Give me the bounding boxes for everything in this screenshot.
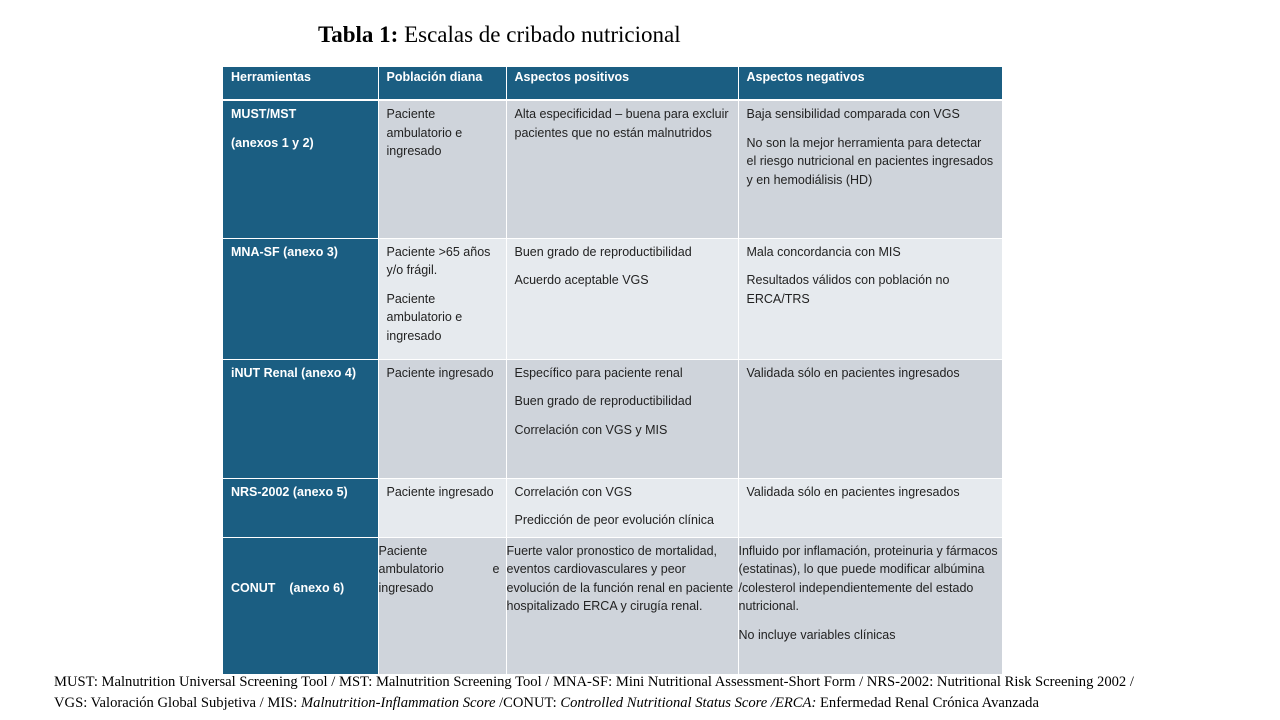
population-cell: [378, 478, 506, 537]
negative-cell: [738, 359, 1002, 478]
positive-text: Alta especificidad – buena para excluir pacientes que no están malnutridos: [514, 107, 729, 140]
column-header-negative: Aspectos negativos: [738, 67, 1002, 100]
population-text: ingresado: [378, 580, 434, 595]
population-cell: [378, 359, 506, 478]
footnote-italic: Controlled Nutritional Status Score /ERCA:: [560, 695, 817, 711]
positive-text: Predicción de peor evolución clínica: [514, 513, 714, 527]
tool-name: MUST/MST: [231, 107, 297, 121]
tool-cell: [223, 238, 378, 359]
positive-text: Correlación con VGS y MIS: [514, 422, 668, 437]
table-title: [318, 22, 681, 48]
footnote-text: /CONUT:: [495, 695, 561, 711]
positive-text: Específico para paciente renal: [514, 365, 683, 380]
population-text: Paciente: [378, 543, 428, 558]
positive-cell: [506, 359, 738, 478]
positive-cell: [506, 238, 738, 359]
table-header-row: [223, 67, 1002, 100]
tool-cell: [223, 537, 378, 674]
population-cell: [378, 100, 506, 238]
population-text: Paciente ingresado: [386, 365, 494, 380]
positive-text: Correlación con VGS: [514, 484, 632, 499]
table-row: [223, 100, 1002, 238]
table-row: [223, 238, 1002, 359]
population-cell: [378, 537, 506, 674]
negative-text: No son la mejor herramienta para detectar el riesgo nutricional en pacientes ingresados y en hemodiálisis (HD): [746, 135, 994, 187]
tool-cell: [223, 100, 378, 238]
table-row: [223, 537, 1002, 674]
tool-name: MNA-SF (anexo 3): [231, 244, 338, 259]
column-header-tools: Herramientas: [223, 67, 378, 100]
negative-cell: [738, 100, 1002, 238]
table-title-label: Tabla 1:: [318, 22, 399, 47]
tool-name: iNUT Renal (anexo 4): [231, 365, 357, 380]
tool-cell: [223, 478, 378, 537]
population-text: ambulatorio: [378, 562, 444, 576]
population-cell: [378, 238, 506, 359]
negative-text: Validada sólo en pacientes ingresados: [746, 365, 960, 380]
table-title-text: Escalas de cribado nutricional: [404, 22, 681, 47]
tool-name: CONUT (anexo 6): [231, 580, 345, 595]
negative-text: Validada sólo en pacientes ingresados: [746, 484, 960, 499]
positive-cell: [506, 478, 738, 537]
footnote-text: Enfermedad Renal Crónica Avanzada: [816, 695, 1039, 711]
negative-text: Influido por inflamación, proteinuria y fármacos (estatinas), lo que puede modificar albúmina /colesterol independientemente del estado nutricional.: [738, 543, 998, 613]
population-text: Paciente >65 años y/o frágil.: [386, 244, 491, 277]
abbreviations-footnote: [54, 672, 1254, 714]
footnote-italic: Malnutrition-Inflammation Score: [301, 695, 496, 711]
population-text: Paciente ingresado: [386, 484, 494, 499]
population-text: e: [492, 562, 500, 576]
positive-cell: [506, 537, 738, 674]
positive-text: Buen grado de reproductibilidad: [514, 394, 692, 408]
screening-table: [223, 67, 1003, 675]
positive-text: Buen grado de reproductibilidad: [514, 244, 692, 259]
footnote-text: VGS: Valoración Global Subjetiva / MIS:: [54, 695, 301, 711]
negative-text: No incluye variables clínicas: [738, 627, 896, 642]
tool-name: NRS-2002 (anexo 5): [231, 484, 348, 499]
population-text: Paciente ambulatorio e ingresado: [386, 291, 463, 343]
positive-text: Fuerte valor pronostico de mortalidad, eventos cardiovasculares y peor evolución de la función renal en paciente hospitalizado ERCA y cirugía renal.: [506, 543, 734, 613]
column-header-population: Población diana: [378, 67, 506, 100]
negative-text: Mala concordancia con MIS: [746, 244, 901, 259]
negative-cell: [738, 238, 1002, 359]
table-row: [223, 359, 1002, 478]
negative-text: Resultados válidos con población no ERCA/TRS: [746, 273, 950, 306]
tool-annex: (anexos 1 y 2): [231, 135, 314, 150]
negative-cell: [738, 537, 1002, 674]
positive-text: Acuerdo aceptable VGS: [514, 273, 649, 287]
population-justified-line: [379, 560, 506, 579]
positive-cell: [506, 100, 738, 238]
table-row: [223, 478, 1002, 537]
negative-text: Baja sensibilidad comparada con VGS: [746, 107, 960, 121]
footnote-line-2: [54, 693, 1254, 714]
tool-cell: [223, 359, 378, 478]
population-text: Paciente ambulatorio e ingresado: [386, 107, 463, 158]
negative-cell: [738, 478, 1002, 537]
column-header-positive: Aspectos positivos: [506, 67, 738, 100]
footnote-line-1: MUST: Malnutrition Universal Screening Tool / MST: Malnutrition Screening Tool / MNA-SF: Mini Nutritional Assessment-Short Form / NRS-2002: Nutritional Risk Screening 2002 /: [54, 674, 1134, 690]
